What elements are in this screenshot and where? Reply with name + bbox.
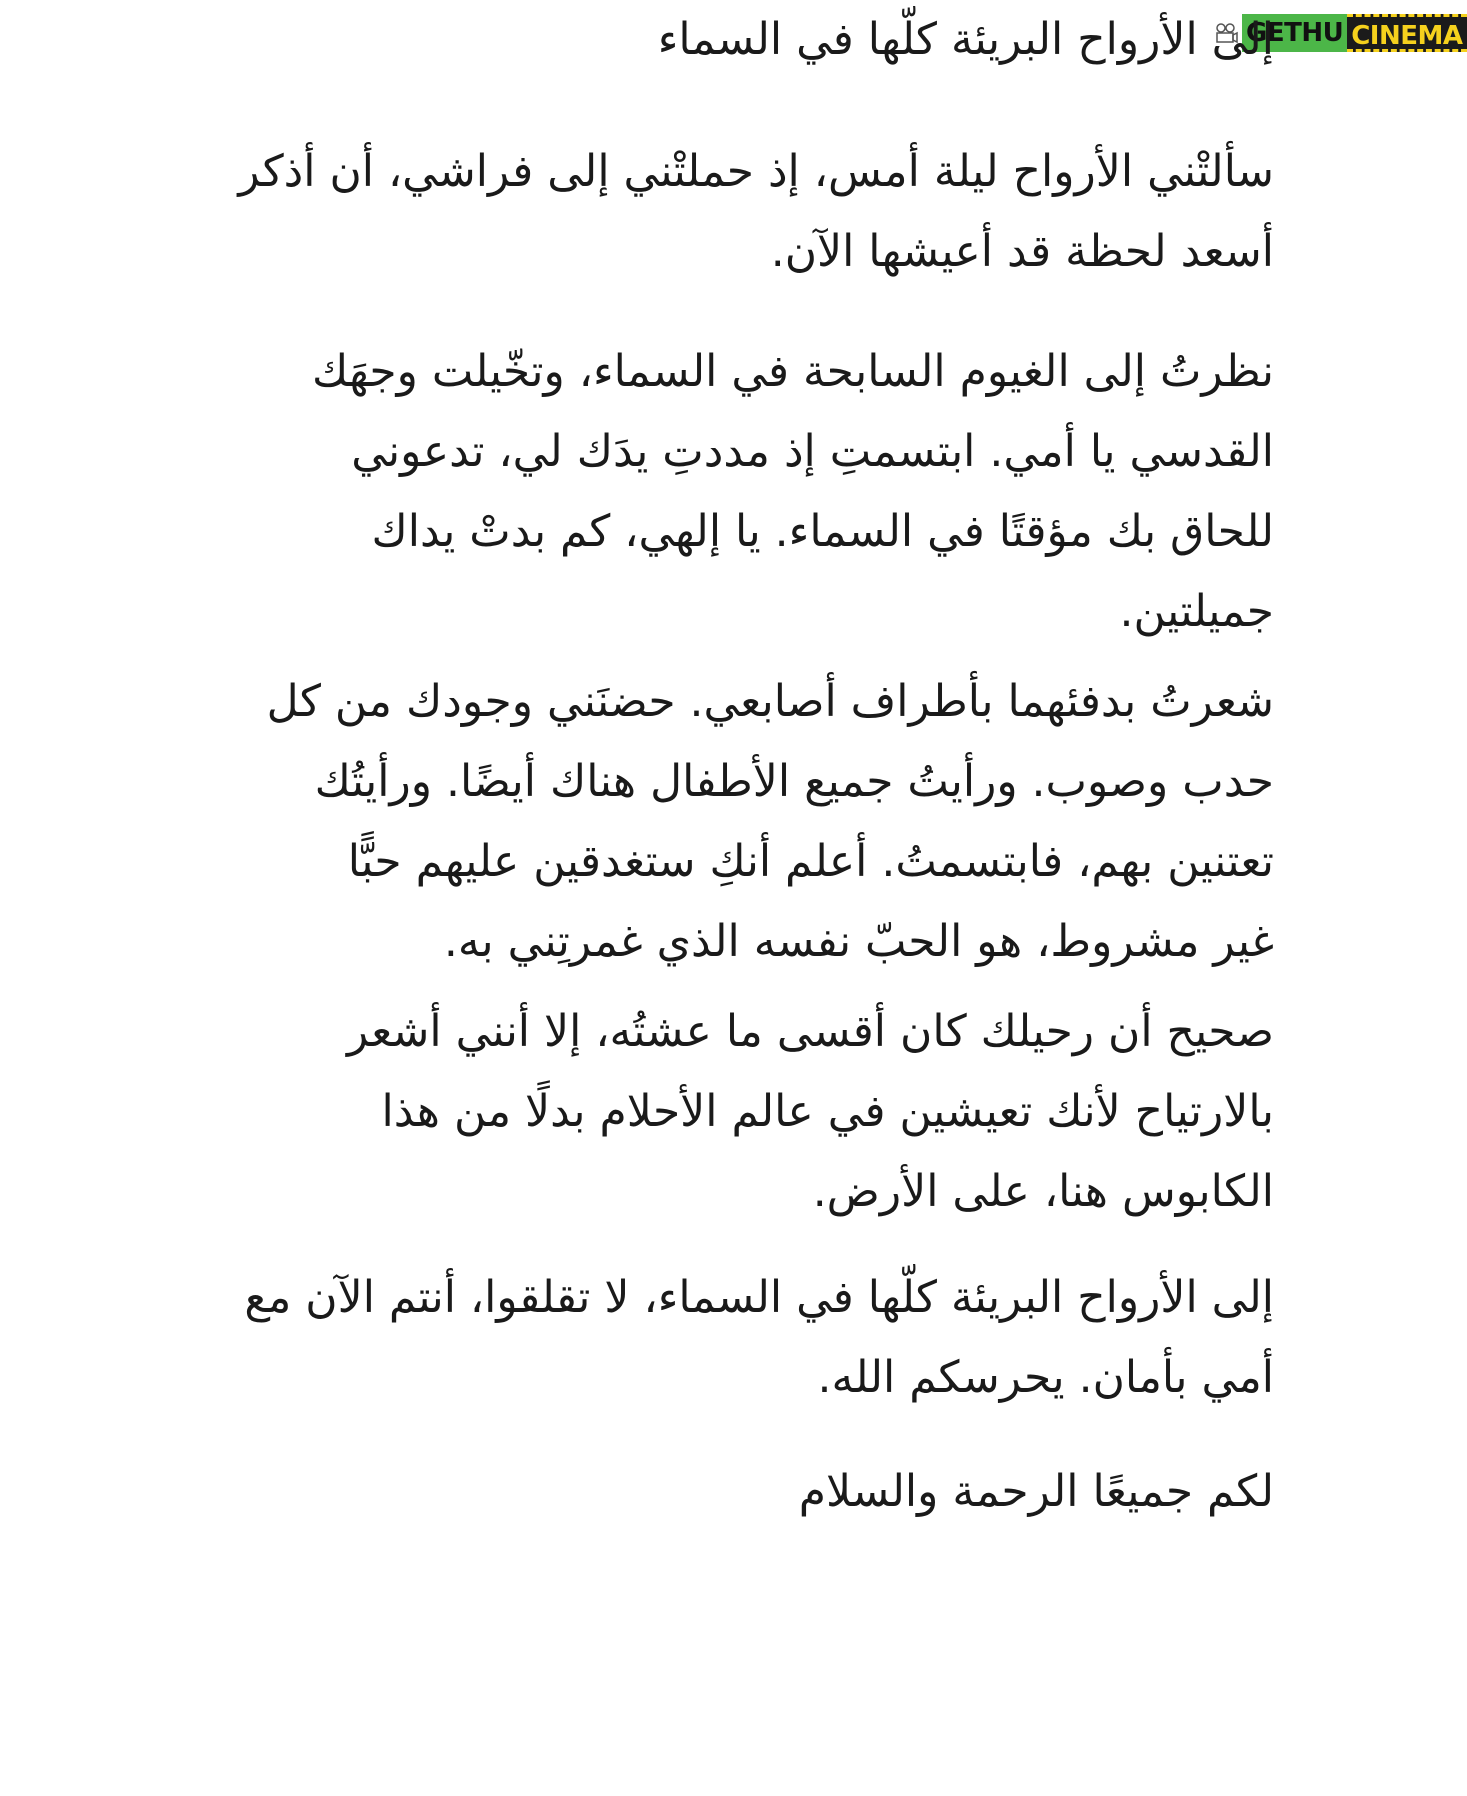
- text-line: جميلتين.: [1119, 586, 1274, 637]
- watermark-text: [1242, 14, 1467, 52]
- watermark-part2: CINEMA: [1347, 14, 1466, 52]
- text-line: نظرتُ إلى الغيوم السابحة في السماء، وتخّيلت وجهَك: [312, 346, 1274, 397]
- text-line: للحاق بك مؤقتًا في السماء. يا إلهي، كم بدتْ يداك: [371, 506, 1274, 557]
- text-line: حدب وصوب. ورأيتُ جميع الأطفال هناك أيضًا. ورأيتُك: [314, 756, 1274, 807]
- text-line: بالارتياح لأنك تعيشين في عالم الأحلام بدلًا من هذا: [381, 1086, 1274, 1137]
- letter-document: [160, 0, 1274, 1796]
- text-line: القدسي يا أمي. ابتسمتِ إذ مددتِ يدَك لي، تدعوني: [351, 426, 1274, 477]
- text-line: إلى الأرواح البريئة كلّها في السماء: [657, 14, 1274, 65]
- paragraph-1: [160, 132, 1274, 292]
- text-line: أسعد لحظة قد أعيشها الآن.: [770, 226, 1274, 277]
- watermark-part1: GETHU: [1242, 14, 1347, 52]
- paragraph-heading: [160, 0, 1274, 80]
- text-line: صحيح أن رحيلك كان أقسى ما عشتُه، إلا أنني أشعر: [347, 1006, 1274, 1057]
- text-line: غير مشروط، هو الحبّ نفسه الذي غمرتِني به.: [443, 916, 1274, 967]
- text-line: الكابوس هنا، على الأرض.: [812, 1166, 1274, 1217]
- text-line: سألتْني الأرواح ليلة أمس، إذ حملتْني إلى فراشي، أن أذكر: [238, 146, 1274, 197]
- text-line: أمي بأمان. يحرسكم الله.: [817, 1352, 1274, 1403]
- paragraph-2: [160, 332, 1274, 652]
- text-line: إلى الأرواح البريئة كلّها في السماء، لا تقلقوا، أنتم الآن مع: [244, 1272, 1274, 1323]
- paragraph-closing: [160, 1452, 1274, 1532]
- paragraph-5: [160, 1258, 1274, 1418]
- paragraph-4: [160, 992, 1274, 1232]
- text-line: لكم جميعًا الرحمة والسلام: [798, 1466, 1274, 1517]
- text-line: تعتنين بهم، فابتسمتُ. أعلم أنكِ ستغدقين عليهم حبًّا: [347, 836, 1274, 887]
- paragraph-3: [160, 662, 1274, 982]
- text-line: شعرتُ بدفئهما بأطراف أصابعي. حضنَني وجودك من كل: [266, 676, 1274, 727]
